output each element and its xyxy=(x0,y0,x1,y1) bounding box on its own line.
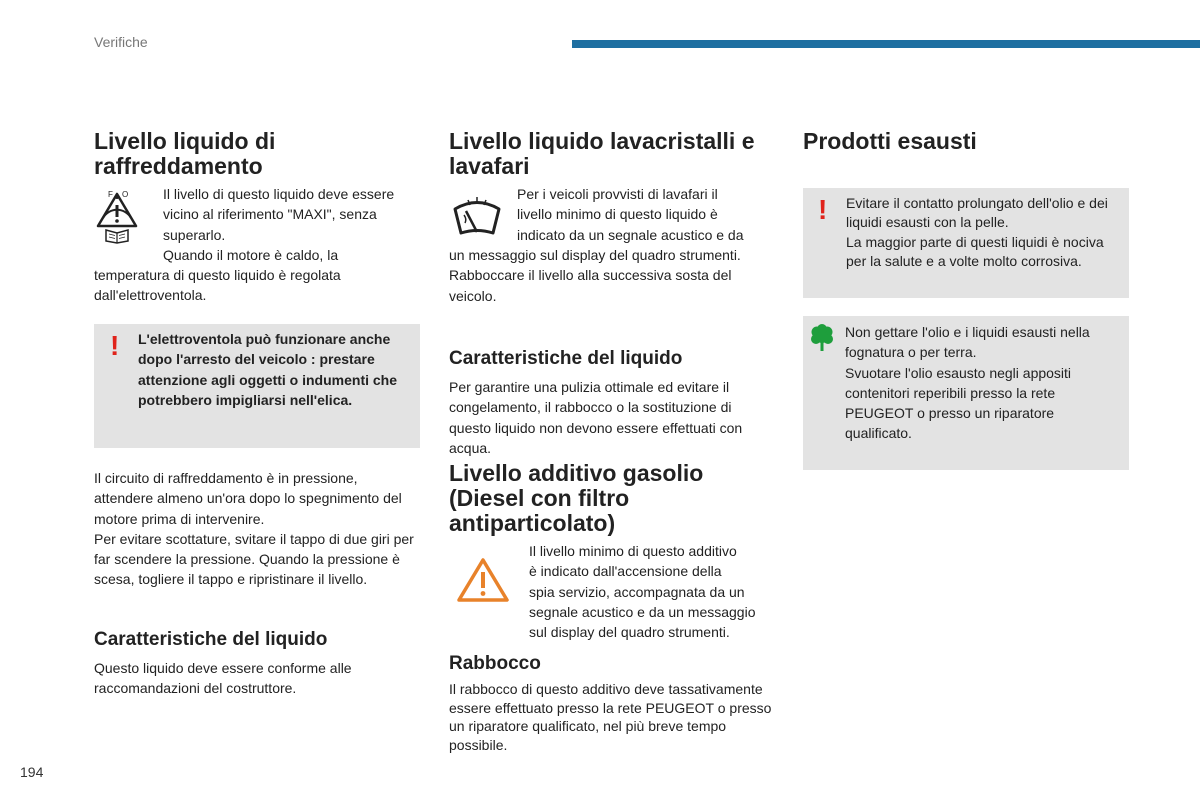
waste-warning-box xyxy=(803,188,1129,298)
eco-tree-icon xyxy=(811,324,833,352)
waste-title: Prodotti esausti xyxy=(803,128,977,154)
washer-characteristics-title: Caratteristiche del liquido xyxy=(449,348,683,369)
svg-text:F: F xyxy=(108,190,113,199)
washer-title: Livello liquido lavacristalli e lavafari xyxy=(449,128,755,179)
coolant-characteristics-text: Questo liquido deve essere conforme alle raccomandazioni del costruttore. xyxy=(94,660,352,697)
coolant-intro-cont: temperatura di questo liquido è regolata dall'elettroventola. xyxy=(94,267,341,304)
rabbocco-text: Il rabbocco di questo additivo deve tassativamente essere effettuato presso la rete PEUGEOT o presso un riparatore qualificato, nel più breve tempo possibile. xyxy=(449,681,772,753)
pressure-text: Il circuito di raffreddamento è in pressione, attendere almeno un'ora dopo lo spegnimento del motore prima di intervenire. Per evitare scottature, svitare il tappo di due giri per far scendere la pressione. Quando la pressione è scesa, togliere il tappo e ripristinare il livello. xyxy=(94,470,414,588)
coolant-intro: Il livello di questo liquido deve essere vicino al riferimento "MAXI", senza superarlo. Quando il motore è caldo, la xyxy=(163,186,395,263)
coolant-warning-icon xyxy=(94,188,140,244)
eco-box xyxy=(803,316,1129,470)
eco-text: Non gettare l'olio e i liquidi esausti nella fognatura o per terra. Svuotare l'olio esausto negli appositi contenitori reperibili presso la rete PEUGEOT o presso un riparatore qualificato. xyxy=(845,324,1090,442)
fan-warning-text: L'elettroventola può funzionare anche dopo l'arresto del veicolo : prestare attenzione agli oggetti o indumenti che potrebbero impigliarsi nell'elica. xyxy=(138,331,398,408)
washer-intro: Per i veicoli provvisti di lavafari il livello minimo di questo liquido è indicato da un segnale acustico e da xyxy=(517,186,744,243)
svg-text:O: O xyxy=(122,190,129,199)
caution-triangle-icon xyxy=(456,556,510,604)
additive-text: Il livello minimo di questo additivo è indicato dall'accensione della spia servizio, accompagnata da un segnale acustico e da un messaggio sul display del quadro strumenti. xyxy=(529,543,756,641)
rabbocco-title: Rabbocco xyxy=(449,653,541,674)
page-number: 194 xyxy=(20,764,44,780)
washer-fluid-icon xyxy=(450,193,504,239)
coolant-title: Livello liquido di raffreddamento xyxy=(94,128,276,179)
warning-exclamation-icon: ! xyxy=(110,330,120,361)
coolant-characteristics-title: Caratteristiche del liquido xyxy=(94,629,328,650)
section-label: Verifiche xyxy=(94,34,148,50)
waste-warning-text: Evitare il contatto prolungato dell'olio e dei liquidi esausti con la pelle. La maggior parte di questi liquidi è nociva per la salute e a volte molto corrosiva. xyxy=(846,195,1108,270)
additive-title: Livello additivo gasolio (Diesel con filtro antiparticolato) xyxy=(449,460,704,536)
fan-warning-box xyxy=(94,324,420,448)
warning-exclamation-icon: ! xyxy=(818,194,828,225)
washer-characteristics-text: Per garantire una pulizia ottimale ed evitare il congelamento, il rabbocco o la sostituzione di questo liquido non devono essere effettuati con acqua. xyxy=(449,379,743,456)
washer-intro-cont: un messaggio sul display del quadro strumenti. Rabboccare il livello alla successiva sosta del veicolo. xyxy=(449,247,741,304)
header-accent-bar xyxy=(572,40,1200,48)
